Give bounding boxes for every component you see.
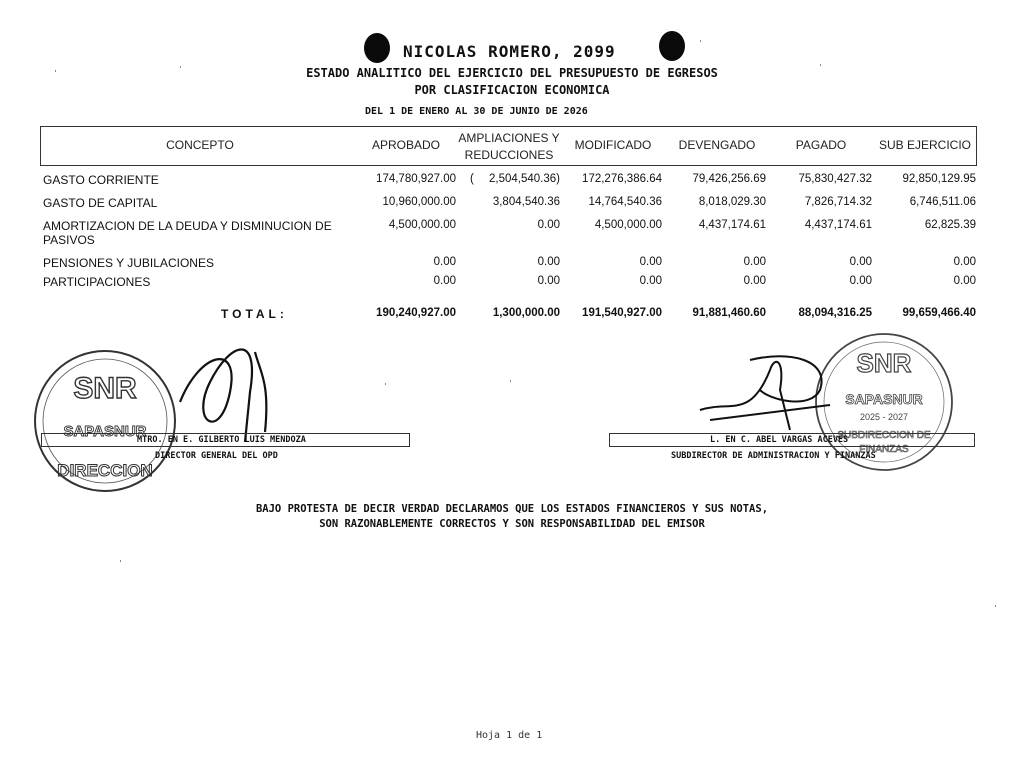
svg-text:DIRECCION: DIRECCION [57, 461, 153, 480]
cell-aprobado: 10,960,000.00 [382, 196, 456, 208]
row-label-gasto-corriente: GASTO CORRIENTE [43, 173, 159, 187]
cell-aprobado: 0.00 [433, 256, 456, 268]
right-signer-name: L. EN C. ABEL VARGAS ACEVES [710, 435, 849, 445]
col-header-pagado: PAGADO [795, 138, 847, 152]
scan-speck [120, 560, 121, 562]
cell-sub-ejercicio: 62,825.39 [924, 219, 976, 231]
declaration-line-2: SON RAZONABLEMENTE CORRECTOS Y SON RESPONSABILIDAD DEL EMISOR [319, 518, 705, 530]
cell-devengado: 8,018,029.30 [698, 196, 766, 208]
col-header-ampliaciones-line2: REDUCCIONES [464, 148, 554, 162]
col-header-devengado: DEVENGADO [678, 138, 756, 152]
cell-pagado: 0.00 [849, 256, 872, 268]
punch-hole-right [659, 31, 685, 61]
total-ampliaciones: 1,300,000.00 [492, 307, 560, 319]
report-subtitle: POR CLASIFICACION ECONOMICA [414, 83, 610, 97]
col-header-ampliaciones-line1: AMPLIACIONES Y [458, 131, 560, 145]
row-label-line1: AMORTIZACION DE LA DEUDA Y DISMINUCION DE [43, 219, 332, 233]
total-aprobado: 190,240,927.00 [376, 307, 456, 319]
row-label-line2: PASIVOS [43, 233, 95, 247]
row-label-amortizacion [43, 219, 332, 247]
cell-devengado: 4,437,174.61 [698, 219, 766, 231]
left-official-stamp [30, 346, 180, 496]
cell-ampliaciones: 3,804,540.36 [492, 196, 560, 208]
col-header-aprobado: APROBADO [371, 138, 440, 152]
total-pagado: 88,094,316.25 [798, 307, 872, 319]
cell-ampliaciones: 2,504,540.36) [489, 173, 560, 185]
cell-aprobado: 174,780,927.00 [376, 173, 456, 185]
cell-modificado: 0.00 [639, 275, 662, 287]
total-modificado: 191,540,927.00 [582, 307, 662, 319]
report-period: DEL 1 DE ENERO AL 30 DE JUNIO DE 2026 [365, 106, 588, 117]
cell-ampliaciones: 0.00 [537, 219, 560, 231]
scan-speck [510, 380, 511, 382]
svg-text:SAPASNUR: SAPASNUR [63, 423, 147, 440]
cell-modificado: 172,276,386.64 [582, 173, 662, 185]
document-title: NICOLAS ROMERO, 2099 [403, 42, 616, 61]
right-signature [690, 350, 840, 440]
right-signature-box [609, 433, 975, 447]
cell-aprobado: 0.00 [433, 275, 456, 287]
cell-ampliaciones-paren: ( [470, 173, 474, 185]
cell-sub-ejercicio: 0.00 [953, 275, 976, 287]
cell-devengado: 0.00 [743, 275, 766, 287]
svg-text:FINANZAS: FINANZAS [859, 444, 909, 455]
svg-text:SAPASNUR: SAPASNUR [845, 391, 923, 407]
cell-sub-ejercicio: 0.00 [953, 256, 976, 268]
declaration-line-1: BAJO PROTESTA DE DECIR VERDAD DECLARAMOS QUE LOS ESTADOS FINANCIEROS Y SUS NOTAS, [255, 503, 769, 515]
svg-text:SUBDIRECCION DE: SUBDIRECCION DE [837, 430, 931, 441]
cell-sub-ejercicio: 92,850,129.95 [902, 173, 976, 185]
report-title: ESTADO ANALITICO DEL EJERCICIO DEL PRESUPUESTO DE EGRESOS [306, 66, 718, 80]
svg-text:2025 - 2027: 2025 - 2027 [859, 412, 909, 422]
cell-devengado: 79,426,256.69 [692, 173, 766, 185]
left-signature-box [41, 433, 410, 447]
total-devengado: 91,881,460.60 [692, 307, 766, 319]
cell-modificado: 4,500,000.00 [594, 219, 662, 231]
left-signer-name: MTRO. EN E. GILBERTO LUIS MENDOZA [137, 435, 306, 445]
page-number: Hoja 1 de 1 [476, 730, 543, 741]
cell-ampliaciones: 0.00 [537, 275, 560, 287]
svg-text:SNR: SNR [856, 348, 912, 378]
scan-speck [820, 64, 821, 66]
cell-sub-ejercicio: 6,746,511.06 [909, 196, 976, 208]
col-header-sub-ejercicio: SUB EJERCICIO [878, 138, 971, 152]
scan-speck [180, 66, 181, 68]
cell-pagado: 0.00 [849, 275, 872, 287]
left-signer-role: DIRECTOR GENERAL DEL OPD [155, 451, 278, 461]
row-label-participaciones: PARTICIPACIONES [43, 275, 151, 289]
total-sub-ejercicio: 99,659,466.40 [902, 307, 976, 319]
cell-aprobado: 4,500,000.00 [388, 219, 456, 231]
cell-modificado: 14,764,540.36 [588, 196, 662, 208]
cell-ampliaciones: 0.00 [537, 256, 560, 268]
punch-hole-left [364, 33, 390, 63]
svg-text:SNR: SNR [73, 372, 137, 405]
scan-speck [55, 70, 56, 72]
scan-speck [385, 383, 386, 385]
col-header-modificado: MODIFICADO [574, 138, 652, 152]
col-header-ampliaciones [452, 130, 566, 164]
row-label-gasto-capital: GASTO DE CAPITAL [43, 196, 158, 210]
row-label-pensiones: PENSIONES Y JUBILACIONES [43, 256, 214, 270]
cell-pagado: 75,830,427.32 [798, 173, 872, 185]
cell-pagado: 7,826,714.32 [804, 196, 872, 208]
scan-speck [995, 605, 996, 607]
col-header-concepto: CONCEPTO [166, 138, 234, 152]
right-signer-role: SUBDIRECTOR DE ADMINISTRACION Y FINANZAS [671, 451, 876, 461]
cell-pagado: 4,437,174.61 [804, 219, 872, 231]
cell-modificado: 0.00 [639, 256, 662, 268]
cell-devengado: 0.00 [743, 256, 766, 268]
scan-speck [700, 40, 701, 42]
total-label: TOTAL: [221, 307, 288, 321]
